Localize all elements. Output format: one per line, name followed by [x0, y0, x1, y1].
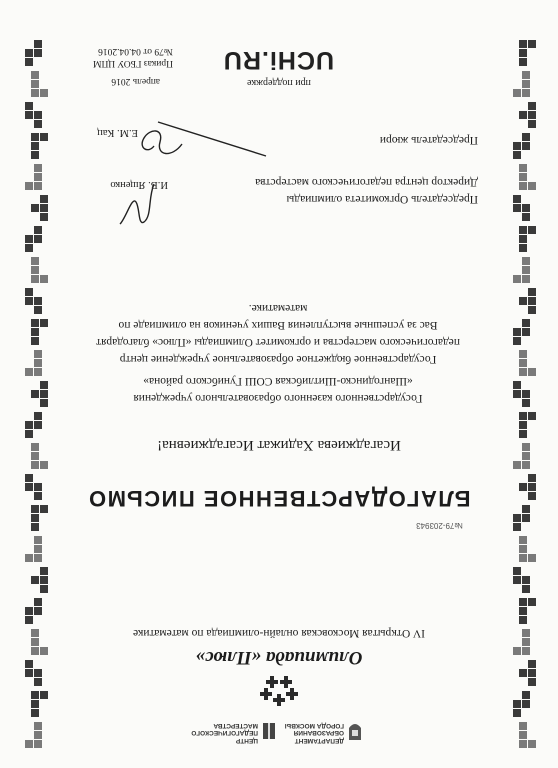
border-block [522, 80, 530, 88]
border-block [519, 412, 527, 420]
border-block [31, 142, 39, 150]
border-block [528, 111, 536, 119]
order-line-1: Приказ ГБОУ ЦПМ [93, 58, 173, 68]
committee-chair-label: Председатель Оргкомитета олимпиады [286, 193, 478, 205]
border-block [519, 58, 527, 66]
border-block [522, 638, 530, 646]
border-block [519, 607, 527, 615]
border-block [519, 368, 527, 376]
border-block [34, 740, 42, 748]
border-block [513, 567, 521, 575]
border-block [513, 523, 521, 531]
border-block [522, 328, 530, 336]
order-line-2: №79 от 04.04.2016 [98, 46, 173, 56]
border-block [31, 266, 39, 274]
border-block [528, 120, 536, 128]
border-block [40, 133, 48, 141]
border-block [34, 359, 42, 367]
border-block [40, 275, 48, 283]
border-block [528, 669, 536, 677]
border-block [513, 709, 521, 717]
center-logo-text: ЦЕНТР ПЕДАГОГИЧЕСКОГО МАСТЕРСТВА [191, 722, 258, 744]
border-block [25, 669, 33, 677]
border-block [519, 40, 527, 48]
border-block [513, 700, 521, 708]
border-block [34, 554, 42, 562]
border-block [34, 226, 42, 234]
border-block [40, 691, 48, 699]
border-block [513, 381, 521, 389]
border-block [519, 350, 527, 358]
border-block [519, 545, 527, 553]
border-block [34, 536, 42, 544]
border-block [31, 452, 39, 460]
border-block [528, 678, 536, 686]
border-block [522, 319, 530, 327]
border-block [528, 368, 536, 376]
border-block [34, 421, 42, 429]
border-block [25, 368, 33, 376]
issue-date: апрель 2016 [111, 76, 160, 86]
border-block [528, 297, 536, 305]
jury-chair-name: Е.М. Кац [97, 127, 138, 138]
border-block [31, 319, 39, 327]
border-block [40, 576, 48, 584]
border-block [34, 731, 42, 739]
border-block [34, 669, 42, 677]
header-logos [192, 704, 362, 744]
border-block [31, 461, 39, 469]
border-block [40, 381, 48, 389]
border-block [34, 598, 42, 606]
border-block [31, 275, 39, 283]
border-block [40, 319, 48, 327]
book-icon [262, 720, 276, 742]
border-block [31, 576, 39, 584]
border-block [519, 182, 527, 190]
border-block [513, 461, 521, 469]
border-block [519, 669, 527, 677]
border-block [528, 102, 536, 110]
border-block [522, 213, 530, 221]
border-block [513, 275, 521, 283]
border-block [34, 235, 42, 243]
border-block [519, 111, 527, 119]
border-block [522, 585, 530, 593]
support-label: при поддержке [247, 77, 311, 88]
border-block [528, 306, 536, 314]
border-block [31, 700, 39, 708]
border-block [31, 638, 39, 646]
border-block [34, 678, 42, 686]
center-director-label: Директор центра педагогического мастерства [255, 176, 478, 188]
border-block [528, 226, 536, 234]
border-block [25, 102, 33, 110]
border-block [34, 49, 42, 57]
body-line: «Шангодинско-Шитлибская СОШ Гунибского района» [143, 375, 413, 387]
border-block [522, 71, 530, 79]
border-block [519, 598, 527, 606]
border-block [40, 213, 48, 221]
recipient-name: Исагаджиева Хадижат Исагаджиевна! [157, 437, 401, 453]
border-block [528, 740, 536, 748]
border-block [522, 452, 530, 460]
border-block [34, 40, 42, 48]
border-block [513, 89, 521, 97]
border-block [528, 182, 536, 190]
border-block [519, 235, 527, 243]
border-block [25, 49, 33, 57]
border-block [31, 80, 39, 88]
border-block [522, 461, 530, 469]
border-block [34, 182, 42, 190]
border-block [528, 474, 536, 482]
border-block [528, 598, 536, 606]
border-block [25, 235, 33, 243]
border-block [522, 266, 530, 274]
border-block [34, 297, 42, 305]
border-block [34, 306, 42, 314]
border-block [31, 71, 39, 79]
jury-chair-signature [128, 118, 268, 168]
border-block [513, 576, 521, 584]
border-block [513, 195, 521, 203]
border-block [528, 288, 536, 296]
border-block [25, 474, 33, 482]
border-block [522, 89, 530, 97]
border-block [31, 151, 39, 159]
body-line: педагогического мастерства и оргкомитет Олимпиады «Плюс» благодарят [96, 336, 460, 348]
border-block [522, 399, 530, 407]
border-block [522, 700, 530, 708]
certificate-number: №79-203943 [416, 521, 463, 530]
border-block [519, 536, 527, 544]
olympiad-subtitle: IV Открытая Московская онлайн-олимпиада по математике [133, 627, 426, 639]
uchi-ru-logo: UCHi.RU [222, 46, 334, 74]
border-block [513, 337, 521, 345]
border-block [34, 350, 42, 358]
border-block [40, 399, 48, 407]
border-block [25, 554, 33, 562]
border-block [25, 58, 33, 66]
jury-chair-label: Председатель жюри [379, 134, 478, 146]
certificate-title: БЛАГОДАРСТВЕННОЕ ПИСЬМО [87, 486, 471, 511]
body-line: Государственное бюджетное образовательное учреждение центр [119, 353, 437, 365]
border-block [519, 421, 527, 429]
border-block [34, 120, 42, 128]
border-block [519, 164, 527, 172]
border-block [513, 204, 521, 212]
border-block [25, 421, 33, 429]
border-block [513, 390, 521, 398]
border-block [34, 545, 42, 553]
border-block [25, 740, 33, 748]
border-block [40, 461, 48, 469]
border-block [522, 133, 530, 141]
border-block [31, 328, 39, 336]
border-block [34, 607, 42, 615]
border-block [519, 722, 527, 730]
border-block [522, 142, 530, 150]
border-block [522, 691, 530, 699]
border-block [25, 297, 33, 305]
border-block [31, 709, 39, 717]
border-block [25, 244, 33, 252]
border-block [31, 89, 39, 97]
border-block [519, 740, 527, 748]
border-block [34, 164, 42, 172]
border-block [34, 111, 42, 119]
committee-chair-signature [102, 178, 162, 228]
border-block [513, 151, 521, 159]
border-block [31, 523, 39, 531]
border-block [522, 257, 530, 265]
olympiad-plus-icon [254, 670, 304, 706]
border-block [519, 554, 527, 562]
border-block [34, 412, 42, 420]
border-block [513, 142, 521, 150]
border-block [40, 567, 48, 575]
border-block [528, 40, 536, 48]
border-block [40, 204, 48, 212]
body-line: Вас за успешные выступления Ваших учеников на олимпиаде по [118, 319, 438, 331]
border-block [25, 288, 33, 296]
border-block [25, 607, 33, 615]
border-block [519, 359, 527, 367]
border-block [40, 585, 48, 593]
border-block [31, 133, 39, 141]
border-block [25, 616, 33, 624]
border-block [34, 368, 42, 376]
border-block [31, 691, 39, 699]
border-block [522, 390, 530, 398]
border-block [513, 328, 521, 336]
border-block [31, 390, 39, 398]
department-logo-text: ДЕПАРТАМЕНТ ОБРАЗОВАНИЯ ГОРОДА МОСКВЫ [284, 722, 344, 744]
border-block [528, 412, 536, 420]
border-block [522, 514, 530, 522]
border-block [522, 204, 530, 212]
body-line: математике. [248, 302, 308, 314]
border-block [519, 297, 527, 305]
border-block [528, 554, 536, 562]
border-block [34, 722, 42, 730]
border-block [519, 244, 527, 252]
body-line: Государственного казенного образовательного учреждения [133, 392, 423, 404]
border-block [519, 616, 527, 624]
border-block [40, 89, 48, 97]
border-block [34, 173, 42, 181]
border-block [25, 111, 33, 119]
olympiad-title: Олимпиада «Плюс» [195, 647, 363, 668]
border-block [519, 731, 527, 739]
moscow-crest-icon [348, 720, 362, 742]
border-block [519, 49, 527, 57]
border-block [25, 182, 33, 190]
border-block [519, 173, 527, 181]
border-block [31, 257, 39, 265]
border-block [40, 390, 48, 398]
border-block [519, 226, 527, 234]
border-block [522, 576, 530, 584]
border-block [522, 275, 530, 283]
border-block [31, 514, 39, 522]
border-block [31, 337, 39, 345]
border-block [31, 204, 39, 212]
committee-chair-name: И.В. Ященко [110, 179, 168, 190]
border-block [40, 195, 48, 203]
border-block [513, 514, 521, 522]
